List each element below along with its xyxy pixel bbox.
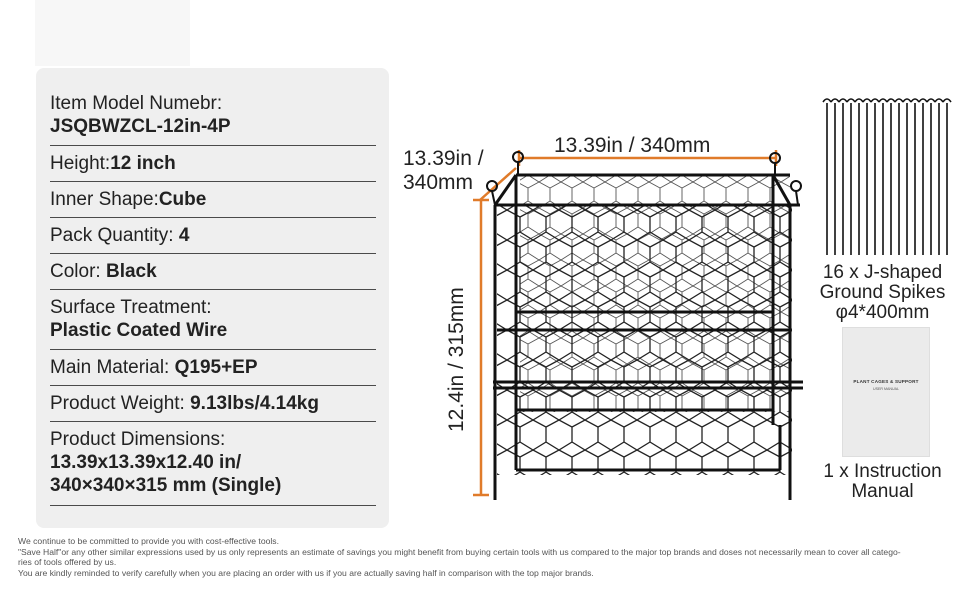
spec-row-inner-shape: Inner Shape:Cube [50, 188, 376, 218]
j-shaped-ground-spikes [823, 99, 951, 255]
spikes-label: 16 x J-shaped Ground Spikes φ4*400mm [819, 262, 946, 323]
depth-dimension-label-line2: 340mm [403, 171, 474, 194]
spec-row-surface-treatment: Surface Treatment: Plastic Coated Wire [50, 296, 376, 350]
cage-front-mesh [497, 205, 792, 475]
depth-dimension-label-line1: 13.39in / [403, 147, 484, 170]
instruction-manual-image: PLANT CAGES & SUPPORT USER MANUAL [842, 327, 930, 457]
spec-row-height: Height:12 inch [50, 152, 376, 182]
spec-row-pack-quantity: Pack Quantity: 4 [50, 224, 376, 254]
spec-row-main-material: Main Material: Q195+EP [50, 356, 376, 386]
spec-row-color: Color: Black [50, 260, 376, 290]
spec-row-product-dimensions: Product Dimensions: 13.39x13.39x12.40 in/ 340×340×315 mm (Single) [50, 428, 376, 506]
width-dimension-label: 13.39in / 340mm [554, 134, 711, 157]
height-dimension-label: 12.4in / 315mm [445, 287, 468, 432]
spec-row-model: Item Model Numebr: JSQBWZCL-12in-4P [50, 92, 376, 146]
manual-label: 1 x Instruction Manual [823, 461, 942, 502]
spec-row-product-weight: Product Weight: 9.13lbs/4.14kg [50, 392, 376, 422]
footer-disclaimer: We continue to be committed to provide you with cost-effective tools. "Save Half"or any other similar expressions used by us only represents an estimate of savings you might benefit from buying certain tools with us compared to the major top brands and doses not necessarily mean to cover all catego- ries of tools offered by us. You are kindly reminded to verify carefully when you are placing an order with us if you are actually saving half in comparison with the top major brands. [18, 536, 901, 578]
